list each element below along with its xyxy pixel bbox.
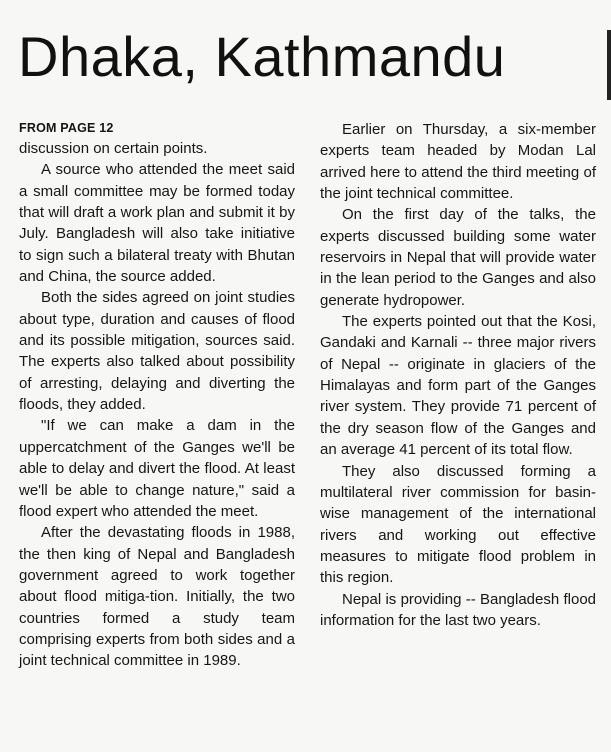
paragraph: Nepal is providing -- Bangladesh flood information for the last two years. [320,590,596,629]
left-column [19,119,295,672]
paragraph: Both the sides agreed on joint studies about type, duration and causes of flood and its possible mitigation, sources said. The experts also talked about possibility of arresting, delaying and diverting the floods, they added. [19,289,295,414]
paragraph: Earlier on Thursday, a six-member experts team headed by Modan Lal arrived here to attend the third meeting of the joint technical committee. [320,121,596,203]
jump-label: FROM PAGE 12 [19,121,114,135]
paragraph: They also discussed forming a multilateral river commission for basin-wise management of the international rivers and working out effective measures to mitigate flood problem in this region. [320,462,596,587]
adjacent-column-edge [607,30,611,100]
headline: Dhaka, Kathmandu [18,25,506,88]
paragraph: discussion on certain points. [19,140,208,157]
right-column [320,119,596,631]
paragraph: A source who attended the meet said a small committee may be formed today that will draft a work plan and submit it by July. Bangladesh will also take initiative to sign such a bilateral treaty with Bhutan and China, the source added. [19,161,295,286]
paragraph: On the first day of the talks, the experts discussed building some water reservoirs in Nepal that will provide water in the lean period to the Ganges and also generate hydropower. [320,206,596,309]
paragraph: The experts pointed out that the Kosi, Gandaki and Karnali -- three major rivers of Nepal -- originate in glaciers of the Himalayas and form part of the Ganges river system. They provide 71 percent of the dry season flow of the Ganges and an average 41 percent of its total flow. [320,313,596,459]
paragraph: "If we can make a dam in the uppercatchment of the Ganges we'll be able to delay and divert the flood. At least we'll be able to change nature," said a flood expert who attended the meet. [19,417,295,520]
paragraph: After the devastating floods in 1988, the then king of Nepal and Bangladesh government agreed to work together about flood mitiga-tion. Initially, the two countries formed a study team comprising experts from both sides and a joint technical committee in 1989. [19,524,295,670]
